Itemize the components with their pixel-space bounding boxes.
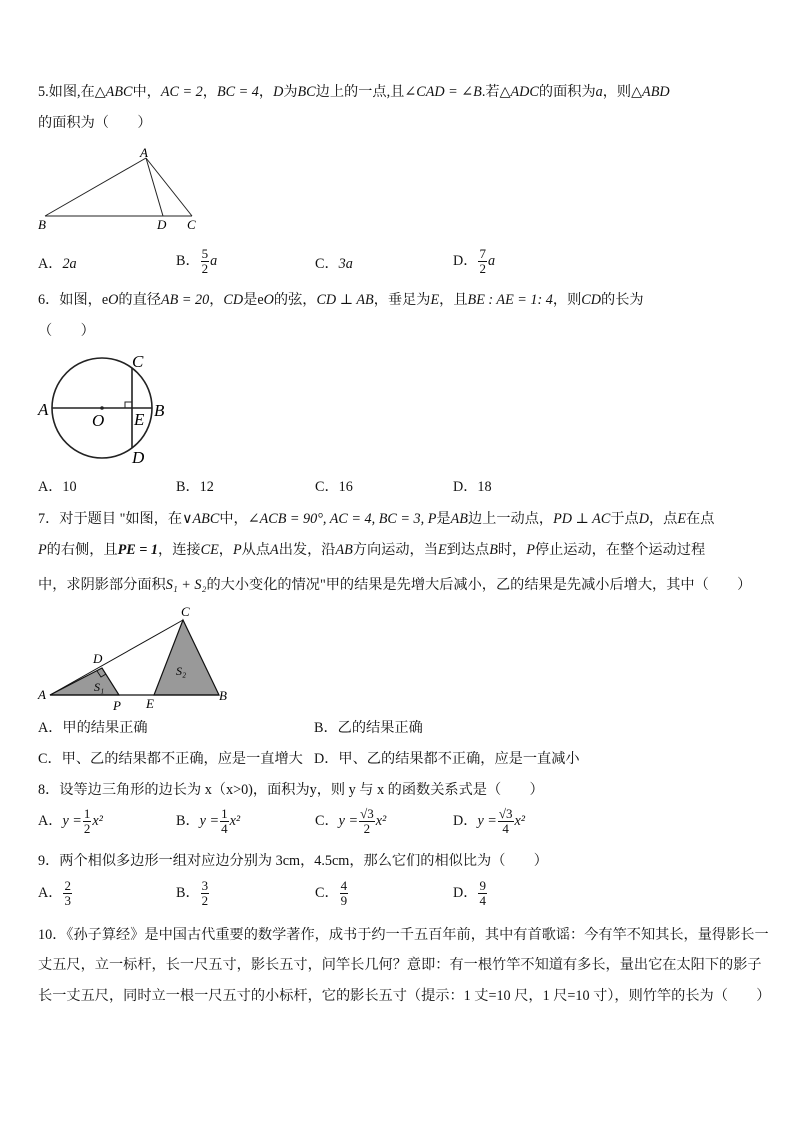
q6-right-angle-mark (125, 402, 132, 408)
option-value: a (210, 252, 218, 269)
q5-text: .若 (481, 84, 500, 100)
q6-label-o: O (92, 411, 105, 430)
q7-text: 方向运动，当 (352, 542, 438, 558)
q7-option-d[interactable]: D．甲、乙的结果都不正确，应是一直减小 (314, 751, 580, 767)
q5-text: 边上的一点,且 (315, 84, 405, 100)
fraction (340, 879, 349, 908)
option-value: x² (92, 812, 103, 829)
fraction-denominator: 2 (201, 893, 209, 908)
q9-option-b[interactable] (176, 879, 210, 908)
q7-math: P (38, 542, 47, 558)
q6-math: O (108, 292, 119, 308)
q5-label-a: A (140, 146, 148, 160)
q5-option-c[interactable] (315, 255, 353, 273)
fraction-denominator: 4 (502, 821, 509, 836)
fraction-numerator: √3 (360, 806, 374, 821)
q6-line1 (38, 291, 644, 309)
option-value: y = (62, 812, 82, 829)
fraction (83, 807, 92, 836)
q8-option-d[interactable] (453, 807, 525, 836)
q6-text: 的直径 (118, 292, 161, 308)
q6-option-b[interactable]: B．12 (176, 479, 214, 495)
option-label: A． (38, 884, 63, 901)
fraction (359, 807, 375, 836)
q7-label-b: B (219, 688, 227, 703)
option-label: D． (453, 884, 478, 901)
q7-text: 于点 (610, 511, 639, 527)
q7-math: PD ⊥ AC (553, 511, 611, 527)
q5-label-b: B (38, 217, 46, 232)
q5-line2: 的面积为（ ） (38, 115, 152, 131)
q6-label-d: D (132, 448, 145, 467)
q5-math: AC = 2 (160, 84, 203, 100)
fraction-numerator: 3 (201, 878, 209, 893)
q7-label-c: C (181, 604, 190, 619)
option-value: x² (375, 812, 387, 829)
q6-text: 的长为 (601, 292, 644, 308)
q6-line2: （ ） (38, 323, 95, 339)
q7-math: ∨ABC (182, 511, 220, 527)
fraction (201, 879, 210, 908)
q7-label-a: A (38, 687, 46, 702)
fraction-numerator: 1 (83, 806, 91, 821)
option-value: y = (199, 812, 220, 829)
q10-line1: 10．《孙子算经》是中国古代重要的数学著作，成书于约一千五百年前，其中有首歌谣：今有竿不知其长，量得影长一 (38, 927, 769, 943)
q7-math: ∠ACB = 90°, AC = 4, BC = 3, P (247, 511, 437, 527)
q6-text: ， (209, 292, 224, 308)
option-label: A． (38, 812, 63, 829)
q9-stem: 9．两个相似多边形一组对应边分别为 3cm，4.5cm，那么它们的相似比为（ ） (38, 853, 548, 869)
fraction-numerator: 1 (221, 806, 228, 821)
q5-math: △ABD (631, 84, 670, 100)
fraction (478, 247, 487, 276)
q6-label-c: C (132, 352, 144, 371)
q6-text: 的弦， (273, 292, 317, 308)
q5-math: △ABC (94, 84, 133, 100)
option-label: C． (315, 812, 339, 829)
q6-text: ，则 (552, 292, 582, 308)
q7-text: 的右侧，且 (46, 542, 118, 558)
q5-segment-ab (45, 158, 146, 216)
q5-option-b[interactable] (176, 247, 217, 276)
option-label: C． (315, 256, 339, 272)
q5-text: ， (202, 84, 217, 100)
q5-segment-ad (146, 158, 163, 216)
q7-text: ，点 (648, 511, 678, 527)
q7-text: 从点 (241, 542, 271, 558)
fraction-numerator: √3 (498, 806, 513, 821)
option-value: y = (338, 812, 359, 829)
q5-math: a (595, 84, 603, 100)
q6-label-e: E (134, 410, 145, 429)
fraction-numerator: 2 (64, 878, 71, 893)
q6-math: O (263, 292, 274, 308)
q8-option-c[interactable] (315, 807, 386, 836)
q7-label-s2: S₂ (176, 664, 187, 678)
q7-label-e: E (146, 696, 154, 711)
q6-text: 6．如图， (38, 292, 102, 308)
q7-text: 时， (497, 542, 527, 558)
option-value: x² (229, 812, 241, 829)
q7-text: 7．对于题目 "如图，在 (38, 511, 183, 527)
q7-line2 (38, 541, 705, 559)
q10-line2: 丈五尺，立一标杆，长一尺五寸，影长五寸，问竿长几何？意即：有一根竹竿不知道有多长，量出它在太阳下的影子 (38, 957, 762, 973)
q6-math: BE : AE = 1: 4 (467, 292, 553, 308)
q5-text: 5.如图,在 (38, 84, 95, 100)
option-label: B． (176, 252, 200, 269)
q7-line1 (38, 510, 714, 528)
fraction-numerator: 4 (340, 878, 348, 893)
fraction-denominator: 4 (221, 821, 228, 836)
option-label: B． (176, 812, 200, 829)
fraction-denominator: 2 (479, 261, 486, 276)
fraction (220, 807, 229, 836)
fraction-denominator: 2 (83, 821, 91, 836)
q7-option-a[interactable]: A．甲的结果正确 (38, 720, 148, 736)
q6-option-a[interactable]: A．10 (38, 479, 77, 495)
option-label: D． (453, 252, 478, 269)
option-value: 3a (338, 256, 353, 272)
option-value: y = (477, 812, 497, 829)
q7-text: 的大小变化的情况"甲的结果是先增大后减小，乙的结果是先减小后增大，其中（ ） (206, 577, 752, 593)
q7-math: CE (200, 542, 219, 558)
q5-text: ，则 (602, 84, 632, 100)
q5-option-d[interactable] (453, 247, 495, 276)
q6-math: AB = 20 (161, 292, 210, 308)
q7-math: AB (450, 511, 468, 527)
q6-text: ，且 (439, 292, 468, 308)
q8-option-b[interactable] (176, 807, 240, 836)
q6-text: ，垂足为 (373, 292, 431, 308)
q5-text: 为 (283, 84, 298, 100)
option-value: x² (514, 812, 526, 829)
q5-label-c: C (187, 217, 196, 232)
fraction (478, 879, 487, 908)
q5-math: BC (297, 84, 316, 100)
q7-math: P (232, 542, 242, 558)
option-label: A． (38, 256, 63, 272)
q7-math: A (270, 542, 279, 558)
q5-segment-ac (146, 158, 192, 216)
q7-label-d: D (93, 651, 103, 666)
fraction-numerator: 5 (201, 246, 209, 261)
q9-option-d[interactable] (453, 879, 488, 908)
q5-figure (36, 146, 206, 232)
option-value: 2a (62, 256, 77, 272)
q8-option-a[interactable] (38, 807, 103, 836)
q6-option-d[interactable]: D．18 (453, 479, 492, 495)
q6-label-b: B (154, 401, 165, 420)
q6-circle-symbol: e (257, 292, 264, 308)
q7-math: AB (335, 542, 353, 558)
q5-option-a[interactable] (38, 255, 77, 273)
q5-label-d: D (157, 217, 167, 232)
q5-text: 的面积为 (538, 84, 596, 100)
q7-text: 中，求阴影部分面积 (38, 577, 166, 593)
q7-math: E (677, 511, 687, 527)
q7-math: PE = 1 (117, 542, 159, 558)
q6-math: CD ⊥ AB (316, 292, 374, 308)
q5-math: D (273, 84, 284, 100)
q6-text: 是 (243, 292, 258, 308)
q7-text: 出发，沿 (278, 542, 336, 558)
q7-math: P (526, 542, 535, 558)
fraction-denominator: 2 (363, 821, 371, 836)
q8-stem: 8．设等边三角形的边长为 x（x>0)，面积为y，则 y 与 x 的函数关系式是（ ） (38, 782, 544, 798)
fraction-denominator: 3 (64, 893, 71, 908)
option-value: a (487, 252, 496, 269)
q5-text: 中， (132, 84, 161, 100)
q7-math: E (437, 542, 447, 558)
q7-figure (34, 602, 234, 714)
fraction (498, 807, 514, 836)
fraction-numerator: 7 (479, 246, 486, 261)
q7-math: S₁ + S₂ (165, 577, 207, 593)
fraction-denominator: 2 (201, 261, 209, 276)
fraction (201, 247, 210, 276)
q7-text: ， (218, 542, 233, 558)
fraction-numerator: 9 (479, 878, 486, 893)
q7-shaded-s1 (50, 668, 119, 695)
q5-line1 (38, 83, 670, 101)
q5-text: ， (258, 84, 274, 100)
fraction-denominator: 4 (479, 893, 486, 908)
q6-math: CD (581, 292, 601, 308)
q7-text: 中， (219, 511, 248, 527)
q7-label-s1: S₁ (94, 680, 105, 694)
q9-option-c[interactable] (315, 879, 349, 908)
q5-math: △ADC (499, 84, 539, 100)
q5-math: BC = 4 (216, 84, 259, 100)
q5-math: ∠CAD = ∠B (404, 84, 482, 100)
q6-math: CD (223, 292, 244, 308)
q7-text: ，连接 (158, 542, 201, 558)
q6-math: E (430, 292, 440, 308)
fraction (63, 879, 72, 908)
option-label: B． (176, 884, 200, 901)
q10-line3: 长一丈五尺，同时立一根一尺五寸的小标杆，它的影长五寸（提示：1 丈=10 尺，1 尺=10 寸），则竹竿的长为（ ） (38, 988, 771, 1004)
q7-text: 是 (436, 511, 451, 527)
q6-option-c[interactable]: C．16 (315, 479, 353, 495)
q6-figure (34, 350, 174, 470)
fraction-denominator: 9 (340, 893, 348, 908)
q7-label-p: P (113, 698, 121, 713)
q6-label-a: A (38, 400, 49, 419)
q7-math: B (489, 542, 498, 558)
q7-text: 边上一动点， (467, 511, 554, 527)
q6-center-point (100, 406, 104, 410)
q9-option-a[interactable] (38, 879, 73, 908)
q7-text: 停止运动，在整个运动过程 (534, 542, 706, 558)
q6-circle-symbol: e (101, 292, 109, 308)
q7-option-c[interactable]: C．甲、乙的结果都不正确，应是一直增大 (38, 751, 303, 767)
q7-option-b[interactable]: B．乙的结果正确 (314, 720, 423, 736)
q7-math: D (638, 511, 649, 527)
q7-text: 在点 (686, 511, 715, 527)
q7-text: 到达点 (446, 542, 490, 558)
q7-line3 (38, 576, 751, 594)
option-label: C． (315, 884, 339, 901)
option-label: D． (453, 812, 478, 829)
